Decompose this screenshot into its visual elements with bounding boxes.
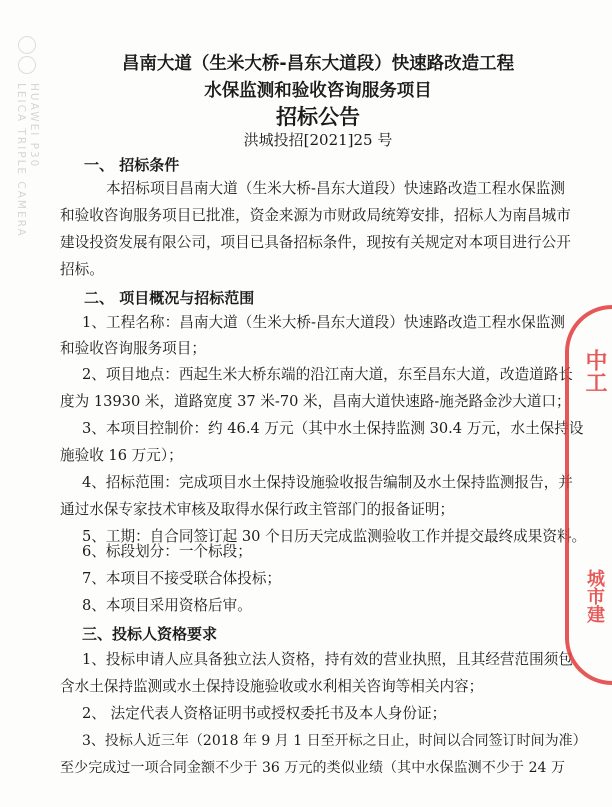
- para-line: 招标。: [60, 261, 104, 278]
- title-line2: 水保监测和验收咨询服务项目: [204, 81, 432, 101]
- para-line: 1、工程名称：昌南大道（生米大桥-昌东大道段）快速路改造工程水保监测: [82, 314, 565, 331]
- para-line: 5、工期：自合同签订起 30 个日历天完成监测验收工作并提交最终成果资料。: [82, 528, 587, 545]
- para-line: 建设投资发展有限公司，项目已具备招标条件，现按有关规定对本项目进行公开: [60, 234, 571, 251]
- title-line3: 招标公告: [276, 105, 360, 129]
- para-line: 通过水保专家技术审核及取得水保行政主管部门的报备证明；: [60, 501, 455, 518]
- section1-heading: 一、 招标条件: [84, 156, 180, 174]
- para-line: 2、项目地点：西起生米大桥东端的沿江南大道，东至昌东大道，改造道路长: [82, 366, 573, 383]
- seal-text-top: 中工: [582, 349, 607, 393]
- para-line: 和验收咨询服务项目已批准，资金来源为市财政局统筹安排，招标人为南昌城市: [60, 207, 571, 224]
- para-line: 本招标项目昌南大道（生米大桥-昌东大道段）快速路改造工程水保监测: [106, 180, 565, 197]
- para-line: 施验收 16 万元）；: [60, 447, 183, 464]
- section3-heading: 三、投标人资格要求: [82, 625, 218, 643]
- para-line: 4、招标范围：完成项目水土保持设施验收报告编制及水土保持监测报告，并: [82, 474, 573, 491]
- para-line: 2、 法定代表人资格证明书或授权委托书及本人身份证；: [82, 705, 447, 722]
- para-line: 3、本项目控制价：约 46.4 万元（其中水土保持监测 30.4 万元，水土保持设: [82, 420, 584, 437]
- para-line: 3、投标人近三年（2018 年 9 月 1 日至开标之日止，时间以合同签订时间为准）: [82, 733, 587, 749]
- official-seal: [565, 305, 612, 685]
- para-line: 度为 13930 米，道路宽度 37 米-70 米，昌南大道快速路-施尧路金沙大道口；: [60, 393, 571, 410]
- seal-text-bottom: 城市建: [584, 569, 605, 623]
- section2-heading: 二、 项目概况与招标范围: [84, 289, 255, 307]
- para-line: 至少完成过一项合同金额不少于 36 万元的类似业绩（其中水保监测不少于 24 万: [60, 760, 565, 776]
- para-line: 和验收咨询服务项目；: [60, 340, 206, 357]
- para-line: 6、标段划分：一个标段；: [82, 543, 252, 560]
- watermark-line1: HUAWEI P30: [28, 83, 40, 169]
- para-line: 7、本项目不接受联合体投标；: [82, 570, 282, 587]
- title-line1: 昌南大道（生米大桥-昌东大道段）快速路改造工程: [121, 54, 515, 74]
- document-number: 洪城投招[2021]25 号: [243, 131, 393, 149]
- para-line: 8、本项目采用资格后审。: [82, 597, 252, 614]
- watermark-line2: LEICA TRIPLE CAMERA: [15, 83, 27, 238]
- para-line: 1、投标申请人应具备独立法人资格，持有效的营业执照，且其经营范围须包: [82, 651, 573, 668]
- para-line: 含水土保持监测或水土保持设施验收或水利相关咨询等相关内容；: [60, 678, 484, 695]
